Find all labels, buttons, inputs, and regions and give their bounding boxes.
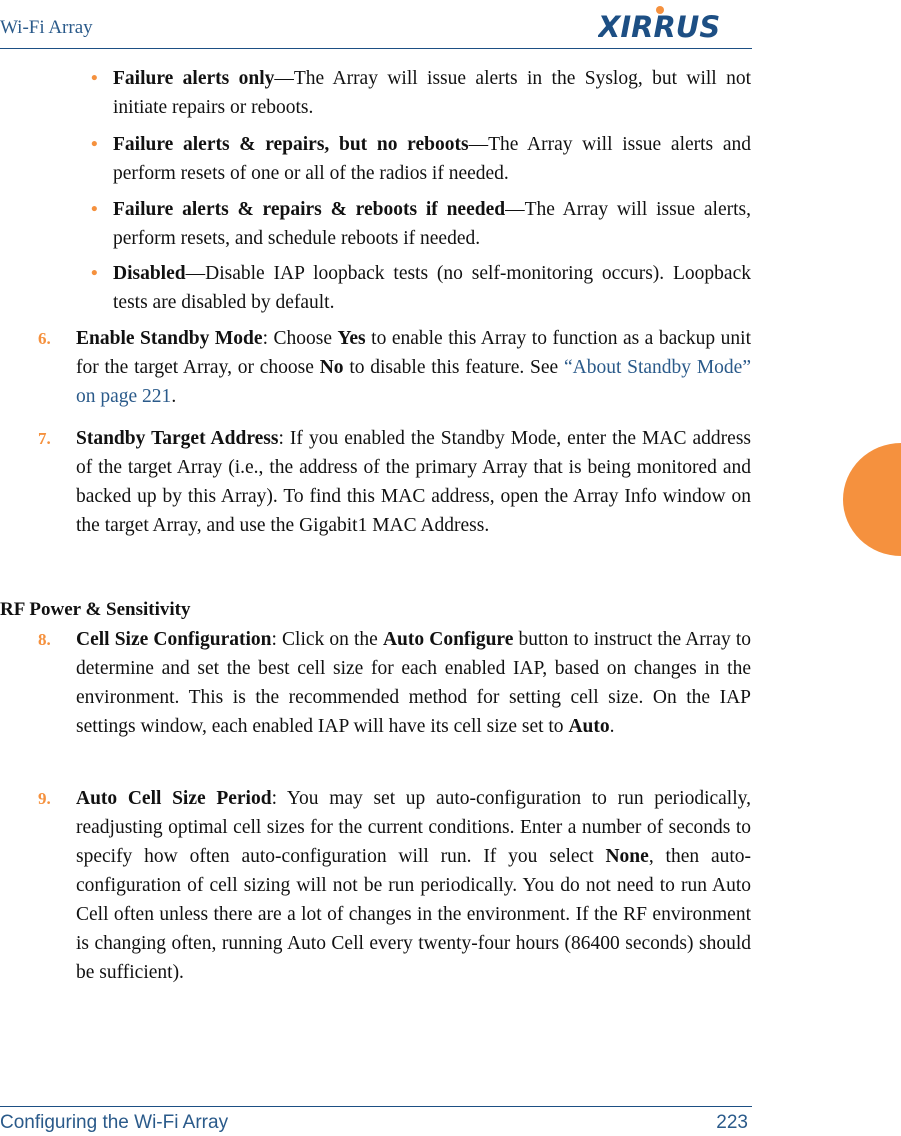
page-number: 223: [716, 1112, 748, 1133]
bullet-text: —The Array will issue alerts in the Syslog, but will not initiate repairs or reboots.: [113, 68, 752, 118]
none-term: None: [605, 846, 649, 867]
step-number: 7.: [38, 429, 51, 448]
bullet-term: Failure alerts only: [113, 68, 275, 89]
step-text: : You may set up auto-configuration to run periodically, readjusting optimal cell sizes for the current conditions. Enter a number of seconds to specify how often auto-configuration will run. If you select: [76, 788, 751, 867]
header-rule: [0, 48, 752, 49]
bullet-marker: •: [91, 134, 98, 155]
step-9-auto-cell-size-period: [38, 784, 752, 987]
step-text: , then auto-configuration of cell sizing will not be run periodically. You do not need to run Auto Cell often unless there are a lot of changes in the environment. If the RF environment is changing often, running Auto Cell every twenty-four hours (86400 seconds) should be sufficient).: [76, 846, 752, 983]
svg-text:XIRRUS: XIRRUS: [598, 10, 721, 40]
step-text: : Click on the: [271, 629, 383, 650]
step-term: Auto Cell Size Period: [76, 788, 272, 809]
standby-mode-link[interactable]: “About Standby Mode” on page 221: [76, 357, 751, 407]
footer-chapter-title: Configuring the Wi-Fi Array: [0, 1112, 229, 1133]
step-text: .: [609, 716, 615, 737]
footer-rule: [0, 1106, 752, 1107]
step-text: : Choose: [262, 328, 338, 349]
bullet-term: Disabled: [113, 263, 186, 284]
step-7-standby-target-address: [38, 424, 751, 540]
bullet-disabled: [91, 259, 751, 317]
xirrus-logo: [598, 4, 748, 40]
bullet-marker: •: [91, 68, 98, 89]
step-text: button to instruct the Array to determine and set the best cell size for each enabled IAP, based on changes in the environment. This is the recommended method for setting cell size. On the IAP settings window, each enabled IAP will have its cell size set to: [76, 629, 751, 737]
step-term: Standby Target Address: [76, 428, 279, 449]
step-number: 8.: [38, 630, 51, 649]
bullet-marker: •: [91, 263, 98, 284]
bullet-term: Failure alerts & repairs & reboots if needed: [113, 199, 506, 220]
step-text: to disable this feature. See: [343, 357, 564, 378]
auto-term: Auto: [568, 716, 610, 737]
auto-configure-term: Auto Configure: [382, 629, 514, 650]
no-option: No: [319, 357, 344, 378]
running-header-title: Wi-Fi Array: [0, 17, 93, 38]
step-8-cell-size-configuration: [38, 625, 751, 741]
bullet-failure-alerts-repairs: [91, 130, 751, 188]
bullet-text: —Disable IAP loopback tests (no self-monitoring occurs). Loopback tests are disabled by default.: [113, 263, 751, 313]
bullet-text: —The Array will issue alerts and perform resets of one or all of the radios if needed.: [113, 134, 751, 184]
chapter-tab-marker: [843, 443, 901, 556]
section-heading: RF Power & Sensitivity: [0, 599, 191, 620]
step-text: .: [171, 386, 177, 407]
step-6-enable-standby-mode: [38, 324, 751, 411]
step-number: 9.: [38, 789, 51, 808]
bullet-failure-alerts-repairs-reboots: [91, 195, 751, 253]
bullet-term: Failure alerts & repairs, but no reboots: [113, 134, 469, 155]
bullet-text: —The Array will issue alerts, perform resets, and schedule reboots if needed.: [113, 199, 751, 249]
step-text: to enable this Array to function as a backup unit for the target Array, or choose: [76, 328, 751, 378]
bullet-failure-alerts-only: [91, 64, 752, 122]
bullet-marker: •: [91, 199, 98, 220]
step-term: Enable Standby Mode: [76, 328, 263, 349]
step-number: 6.: [38, 329, 51, 348]
step-text: : If you enabled the Standby Mode, enter the MAC address of the target Array (i.e., the address of the primary Array that is being monitored and backed up by this Array). To find this MAC address, open the Array Info window on the target Array, and use the Gigabit1 MAC Address.: [76, 428, 751, 536]
yes-option: Yes: [337, 328, 366, 349]
step-term: Cell Size Configuration: [76, 629, 272, 650]
